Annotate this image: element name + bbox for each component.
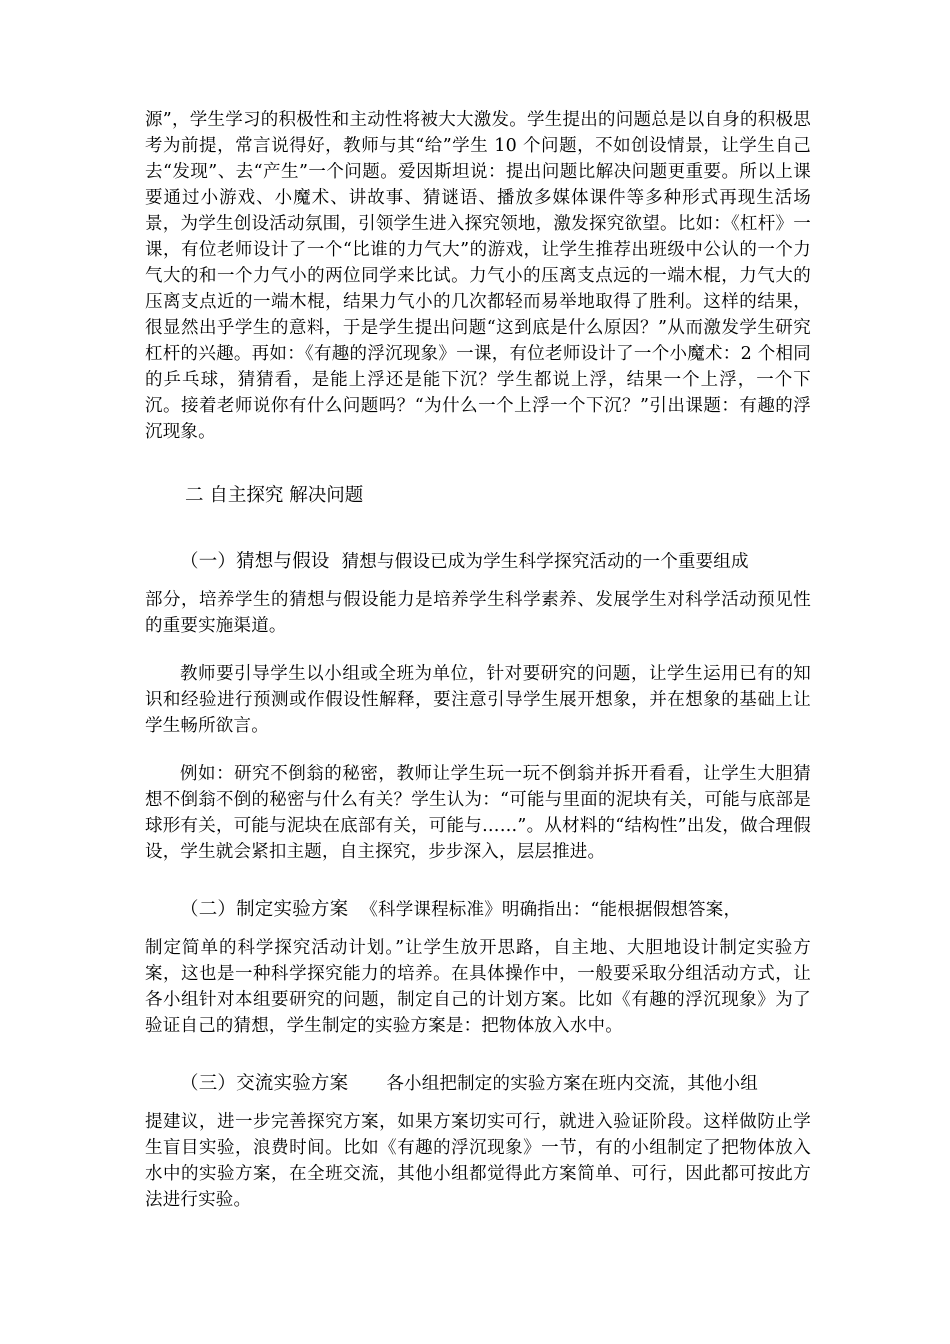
subsection-heading: （一）猜想与假设 — [180, 551, 330, 572]
subsection-first-line — [145, 1069, 811, 1099]
subsection-lead-text: 各小组把制定的实验方案在班内交流，其他小组 — [386, 1074, 759, 1094]
subsection-first-line — [145, 895, 811, 925]
subsection-body: 部分，培养学生的猜想与假设能力是培养学生科学素养、发展学生对科学活动预见性的重要实施渠道。 — [145, 590, 811, 636]
intro-paragraph: 源”，学生学习的积极性和主动性将被大大激发。学生提出的问题总是以自身的积极思考为前提，常言说得好，教师与其“给”学生 10 个问题，不如创设情景，让学生自己去“发现”、去“产生”一个问题。爱因斯坦说：提出问题比解决问题更重要。所以上课要通过小游戏、小魔术、讲故事、猜谜语、播放多媒体课件等多种形式再现生活场景，为学生创设活动氛围，引领学生进入探究领地，激发探究欲望。比如：《杠杆》一课，有位老师设计了一个“比谁的力气大”的游戏，让学生推荐出班级中公认的一个力气大的和一个力气小的两位同学来比试。力气小的压离支点远的一端木棍，力气大的压离支点近的一端木棍，结果力气小的几次都轻而易举地取得了胜利。这样的结果，很显然出乎学生的意料，于是学生提出问题“这到底是什么原因？”从而激发学生研究杠杆的兴趣。再如：《有趣的浮沉现象》一课，有位老师设计了一个小魔术：2 个相同的乒乓球，猜猜看，是能上浮还是能下沉？学生都说上浮，结果一个上浮，一个下沉。接着老师说你有什么问题吗？“为什么一个上浮一个下沉？”引出课题：有趣的浮沉现象。 — [145, 110, 811, 442]
paragraph-teacher-guidance: 教师要引导学生以小组或全班为单位，针对要研究的问题，让学生运用已有的知识和经验进行预测或作假设性解释，要注意引导学生展开想象，并在想象的基础上让学生畅所欲言。 — [145, 664, 811, 736]
document-page — [145, 107, 811, 1213]
subsection-heading: （三）交流实验方案 — [180, 1073, 349, 1094]
subsection-lead-text: 《科学课程标准》明确指出：“能根据假想答案， — [360, 900, 742, 920]
paragraph-example: 例如：研究不倒翁的秘密，教师让学生玩一玩不倒翁并拆开看看，让学生大胆猜想不倒翁不倒的秘密与什么有关？学生认为：“可能与里面的泥块有关，可能与底部是球形有关，可能与泥块在底部有关，可能与……”。从材料的“结构性”出发，做合理假设，学生就会紧扣主题，自主探究，步步深入，层层推进。 — [145, 764, 811, 862]
section-heading: 二 自主探究 解决问题 — [185, 485, 364, 506]
subsection-heading: （二）制定实验方案 — [180, 899, 349, 920]
subsection-lead-text: 猜想与假设已成为学生科学探究活动的一个重要组成 — [341, 552, 749, 572]
subsection-body: 制定简单的科学探究活动计划。”让学生放开思路，自主地、大胆地设计制定实验方案，这也是一种科学探究能力的培养。在具体操作中，一般要采取分组活动方式，让各小组针对本组要研究的问题，制定自己的计划方案。比如《有趣的浮沉现象》为了验证自己的猜想，学生制定的实验方案是：把物体放入水中。 — [145, 938, 811, 1036]
subsection-first-line — [145, 547, 811, 577]
subsection-body: 提建议，进一步完善探究方案，如果方案切实可行，就进入验证阶段。这样做防止学生盲目实验，浪费时间。比如《有趣的浮沉现象》一节，有的小组制定了把物体放入水中的实验方案，在全班交流，其他小组都觉得此方案简单、可行，因此都可按此方法进行实验。 — [145, 1112, 811, 1210]
subsection-experiment-plan — [145, 895, 811, 1039]
subsection-guess-hypothesis — [145, 547, 811, 639]
subsection-share-plan — [145, 1069, 811, 1213]
